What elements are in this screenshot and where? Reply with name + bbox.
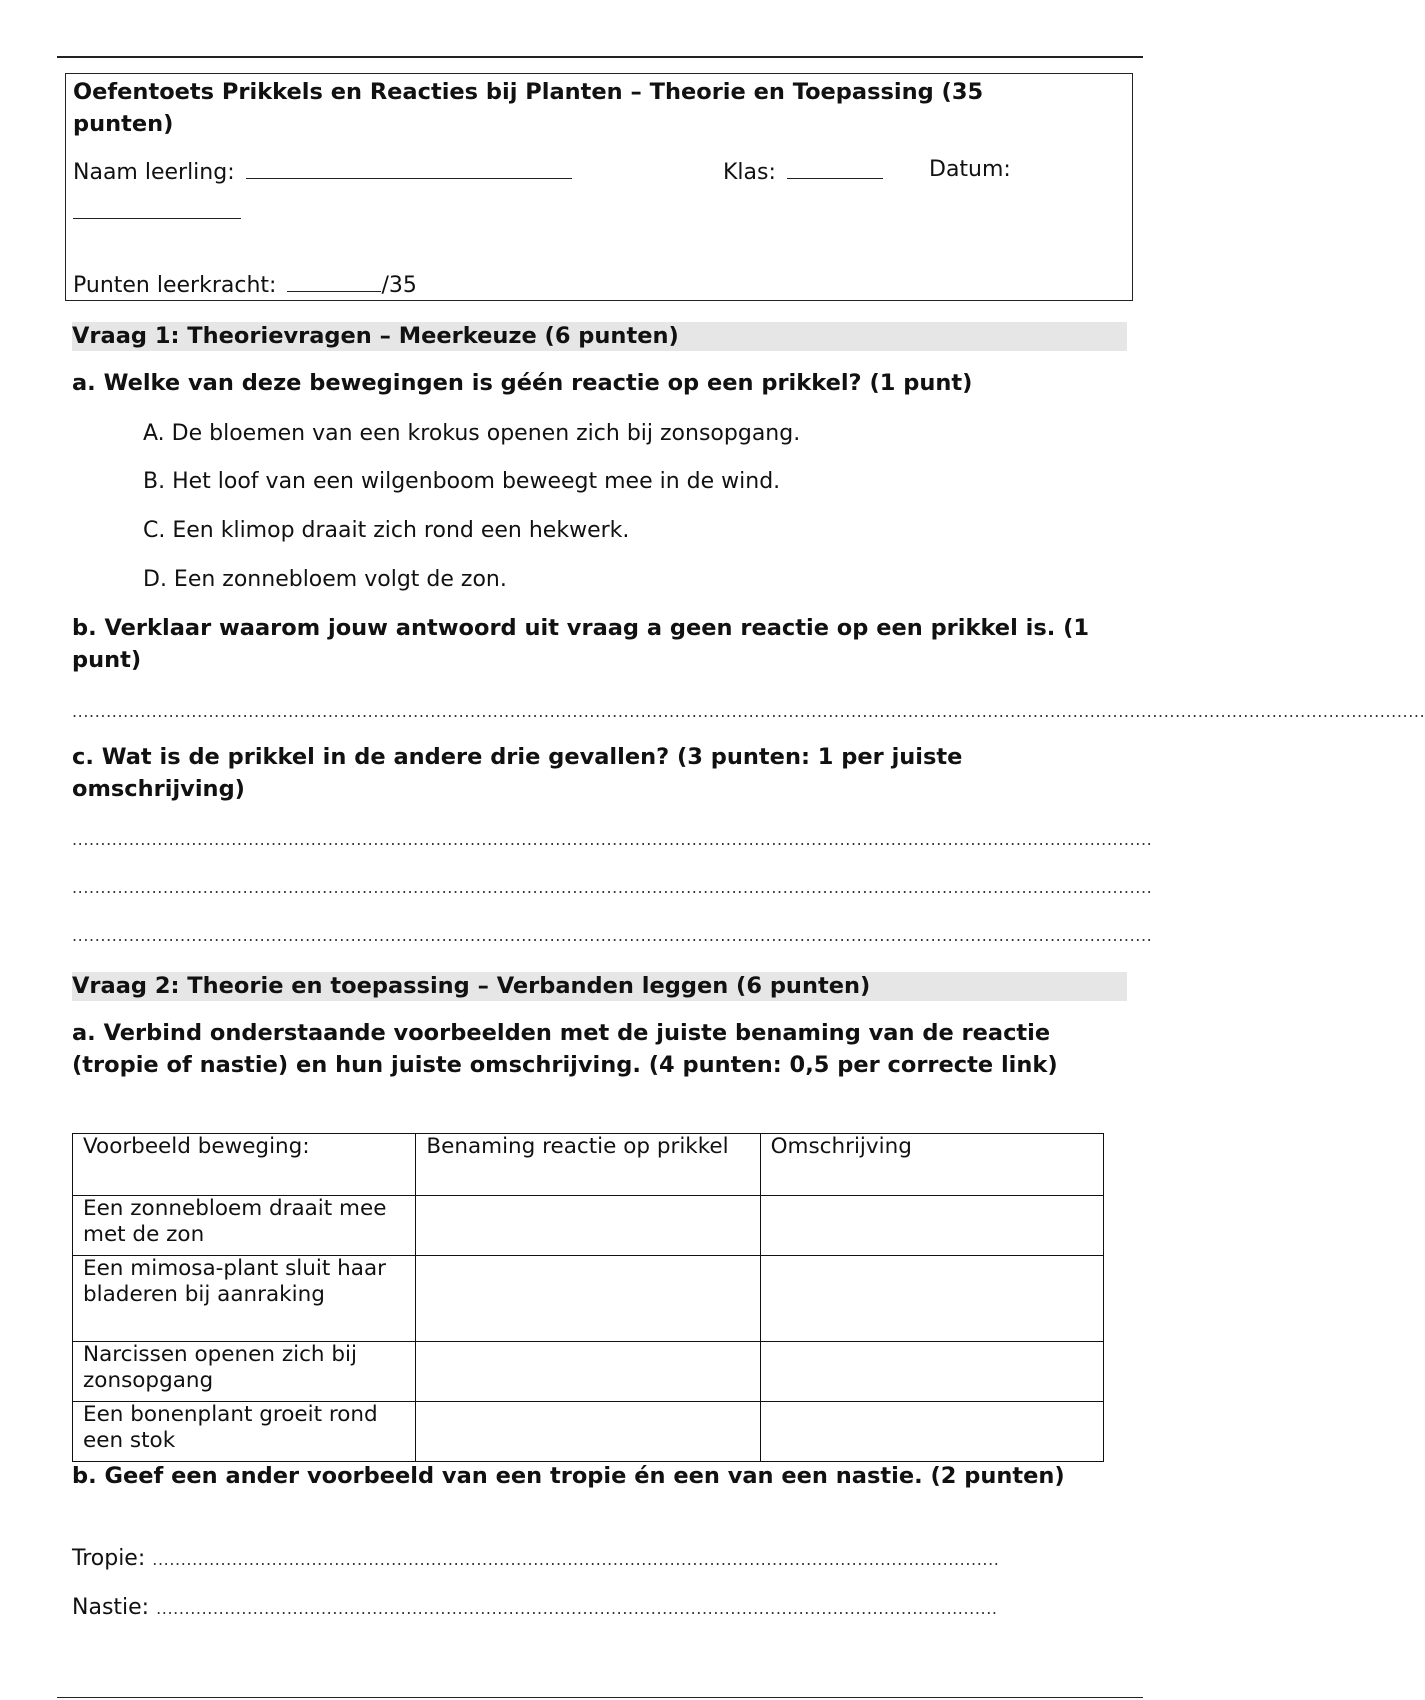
section-q2-heading	[72, 972, 1127, 1001]
class-label: Klas:	[723, 160, 776, 185]
q1c-answer-line-3[interactable]: ..............................................................................................................................................................................................	[72, 926, 1153, 945]
q2b-question: b. Geef een ander voorbeeld van een tropie én een van een nastie. (2 punten)	[72, 1463, 1065, 1489]
q1c-question: c. Wat is de prikkel in de andere drie gevallen? (3 punten: 1 per juiste omschrijving)	[72, 744, 963, 802]
section-q1-title: Vraag 1: Theorievragen – Meerkeuze (6 punten)	[72, 323, 679, 349]
q1c-answer-line-1[interactable]: ..............................................................................................................................................................................................	[72, 830, 1153, 849]
class-field[interactable]	[787, 156, 883, 179]
table-cell-description-input[interactable]	[760, 1256, 1103, 1342]
score-total: /35	[381, 273, 417, 298]
table-cell-name-input[interactable]	[416, 1196, 760, 1256]
table-cell-description-input[interactable]	[760, 1342, 1103, 1402]
table-cell-example: Narcissen openen zich bij zonsopgang	[73, 1342, 416, 1402]
test-title: Oefentoets Prikkels en Reacties bij Planten – Theorie en Toepassing (35 punten)	[73, 79, 984, 137]
table-header-row	[73, 1134, 1104, 1196]
class-line	[723, 156, 883, 187]
bottom-rule	[57, 1697, 1143, 1698]
q1c-answer-line-2[interactable]: ..............................................................................................................................................................................................	[72, 878, 1153, 897]
nastie-line	[72, 1594, 998, 1623]
table-cell-description-input[interactable]	[760, 1196, 1103, 1256]
q1b-question: b. Verklaar waarom jouw antwoord uit vraag a geen reactie op een prikkel is. (1 punt)	[72, 615, 1090, 673]
table-row	[73, 1342, 1104, 1402]
tropie-answer-line[interactable]: .....................................................................................................................................................	[152, 1550, 1000, 1569]
tropie-line	[72, 1545, 999, 1574]
table-cell-example: Een mimosa-plant sluit haar bladeren bij aanraking	[73, 1256, 416, 1342]
date-label: Datum:	[929, 157, 1011, 182]
table-cell-name-input[interactable]	[416, 1342, 760, 1402]
section-q2-title: Vraag 2: Theorie en toepassing – Verbanden leggen (6 punten)	[72, 973, 871, 999]
q1a-option-c[interactable]: C. Een klimop draait zich rond een hekwerk.	[143, 518, 630, 543]
table-cell-example: Een bonenplant groeit rond een stok	[73, 1402, 416, 1462]
nastie-answer-line[interactable]: ....................................................................................................................................................	[156, 1599, 998, 1618]
q1a-question: a. Welke van deze bewegingen is géén reactie op een prikkel? (1 punt)	[72, 370, 973, 396]
score-field[interactable]	[287, 269, 381, 292]
table-cell-name-input[interactable]	[416, 1402, 760, 1462]
section-q1-heading	[72, 322, 1127, 351]
table-cell-name-input[interactable]	[416, 1256, 760, 1342]
score-line	[73, 269, 417, 300]
q1a-option-d[interactable]: D. Een zonnebloem volgt de zon.	[143, 567, 507, 592]
q1a-option-b[interactable]: B. Het loof van een wilgenboom beweegt mee in de wind.	[143, 469, 781, 494]
q2a-question: a. Verbind onderstaande voorbeelden met de juiste benaming van de reactie (tropie of nastie) en hun juiste omschrijving. (4 punten: 0,5 per correcte link)	[72, 1020, 1058, 1078]
score-label: Punten leerkracht:	[73, 273, 277, 298]
q1b-answer-line[interactable]: ..............................................................................................................................................................................................................................................	[72, 702, 1425, 721]
tropie-label: Tropie:	[72, 1546, 146, 1571]
table-header-name: Benaming reactie op prikkel	[416, 1134, 760, 1196]
date-field[interactable]	[73, 196, 241, 219]
q1a-option-a[interactable]: A. De bloemen van een krokus openen zich bij zonsopgang.	[143, 421, 801, 446]
student-name-line	[73, 156, 572, 187]
table-row	[73, 1196, 1104, 1256]
matching-table	[72, 1133, 1104, 1462]
table-cell-example: Een zonnebloem draait mee met de zon	[73, 1196, 416, 1256]
table-row	[73, 1402, 1104, 1462]
student-name-field[interactable]	[246, 156, 572, 179]
table-header-description: Omschrijving	[760, 1134, 1103, 1196]
header-box	[65, 73, 1133, 301]
nastie-label: Nastie:	[72, 1595, 150, 1620]
student-name-label: Naam leerling:	[73, 160, 235, 185]
top-rule	[57, 56, 1143, 58]
table-header-example: Voorbeeld beweging:	[73, 1134, 416, 1196]
table-row	[73, 1256, 1104, 1342]
table-cell-description-input[interactable]	[760, 1402, 1103, 1462]
